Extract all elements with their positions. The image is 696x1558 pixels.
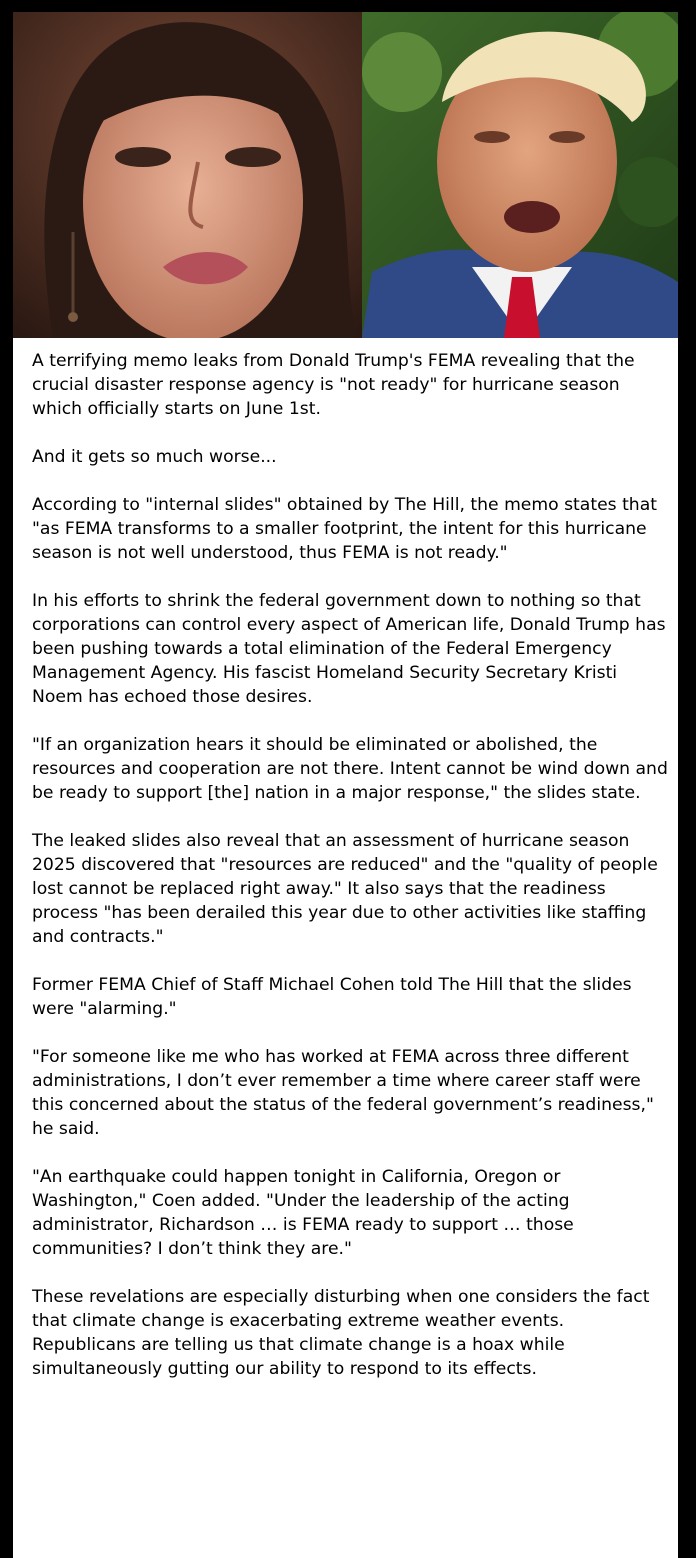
paragraph-5: "If an organization hears it should be eliminated or abolished, the resources and cooperation are not there. Intent cannot be wind down and be ready to support [the] nation in a major response," the slides state.	[32, 735, 668, 803]
right-portrait-photo	[362, 12, 678, 338]
paragraph-8: "For someone like me who has worked at FEMA across three different administrations, I don’t ever remember a time where career staff were this concerned about the status of the federal government’s readiness," he said.	[32, 1047, 654, 1139]
paragraph-6: The leaked slides also reveal that an assessment of hurricane season 2025 discovered that "resources are reduced" and the "quality of people lost cannot be replaced right away." It also says that the readiness process "has been derailed this year due to other activities like staffing and contracts."	[32, 831, 658, 947]
man-portrait-image	[362, 12, 678, 338]
paragraph-7: Former FEMA Chief of Staff Michael Cohen told The Hill that the slides were "alarming."	[32, 975, 632, 1019]
article-body	[32, 349, 672, 1405]
paragraph-3: According to "internal slides" obtained by The Hill, the memo states that "as FEMA transforms to a smaller footprint, the intent for this hurricane season is not well understood, thus FEMA is not ready."	[32, 495, 657, 563]
paragraph-1: A terrifying memo leaks from Donald Trump's FEMA revealing that the crucial disaster response agency is "not ready" for hurricane season which officially starts on June 1st.	[32, 351, 635, 419]
paragraph-10: These revelations are especially disturbing when one considers the fact that climate change is exacerbating extreme weather events. Republicans are telling us that climate change is a hoax while simultaneously gutting our ability to respond to its effects.	[32, 1287, 650, 1379]
paragraph-2: And it gets so much worse...	[32, 447, 277, 467]
paragraph-4: In his efforts to shrink the federal government down to nothing so that corporations can control every aspect of American life, Donald Trump has been pushing towards a total elimination of the Federal Emergency Management Agency. His fascist Homeland Security Secretary Kristi Noem has echoed those desires.	[32, 591, 666, 707]
photo-pair	[13, 12, 678, 338]
left-portrait-photo	[13, 12, 362, 338]
paragraph-9: "An earthquake could happen tonight in California, Oregon or Washington," Coen added. "Under the leadership of the acting administrator, Richardson … is FEMA ready to support … those communities? I don’t think they are."	[32, 1167, 574, 1259]
post-card	[13, 12, 678, 1558]
woman-portrait-image	[13, 12, 362, 338]
